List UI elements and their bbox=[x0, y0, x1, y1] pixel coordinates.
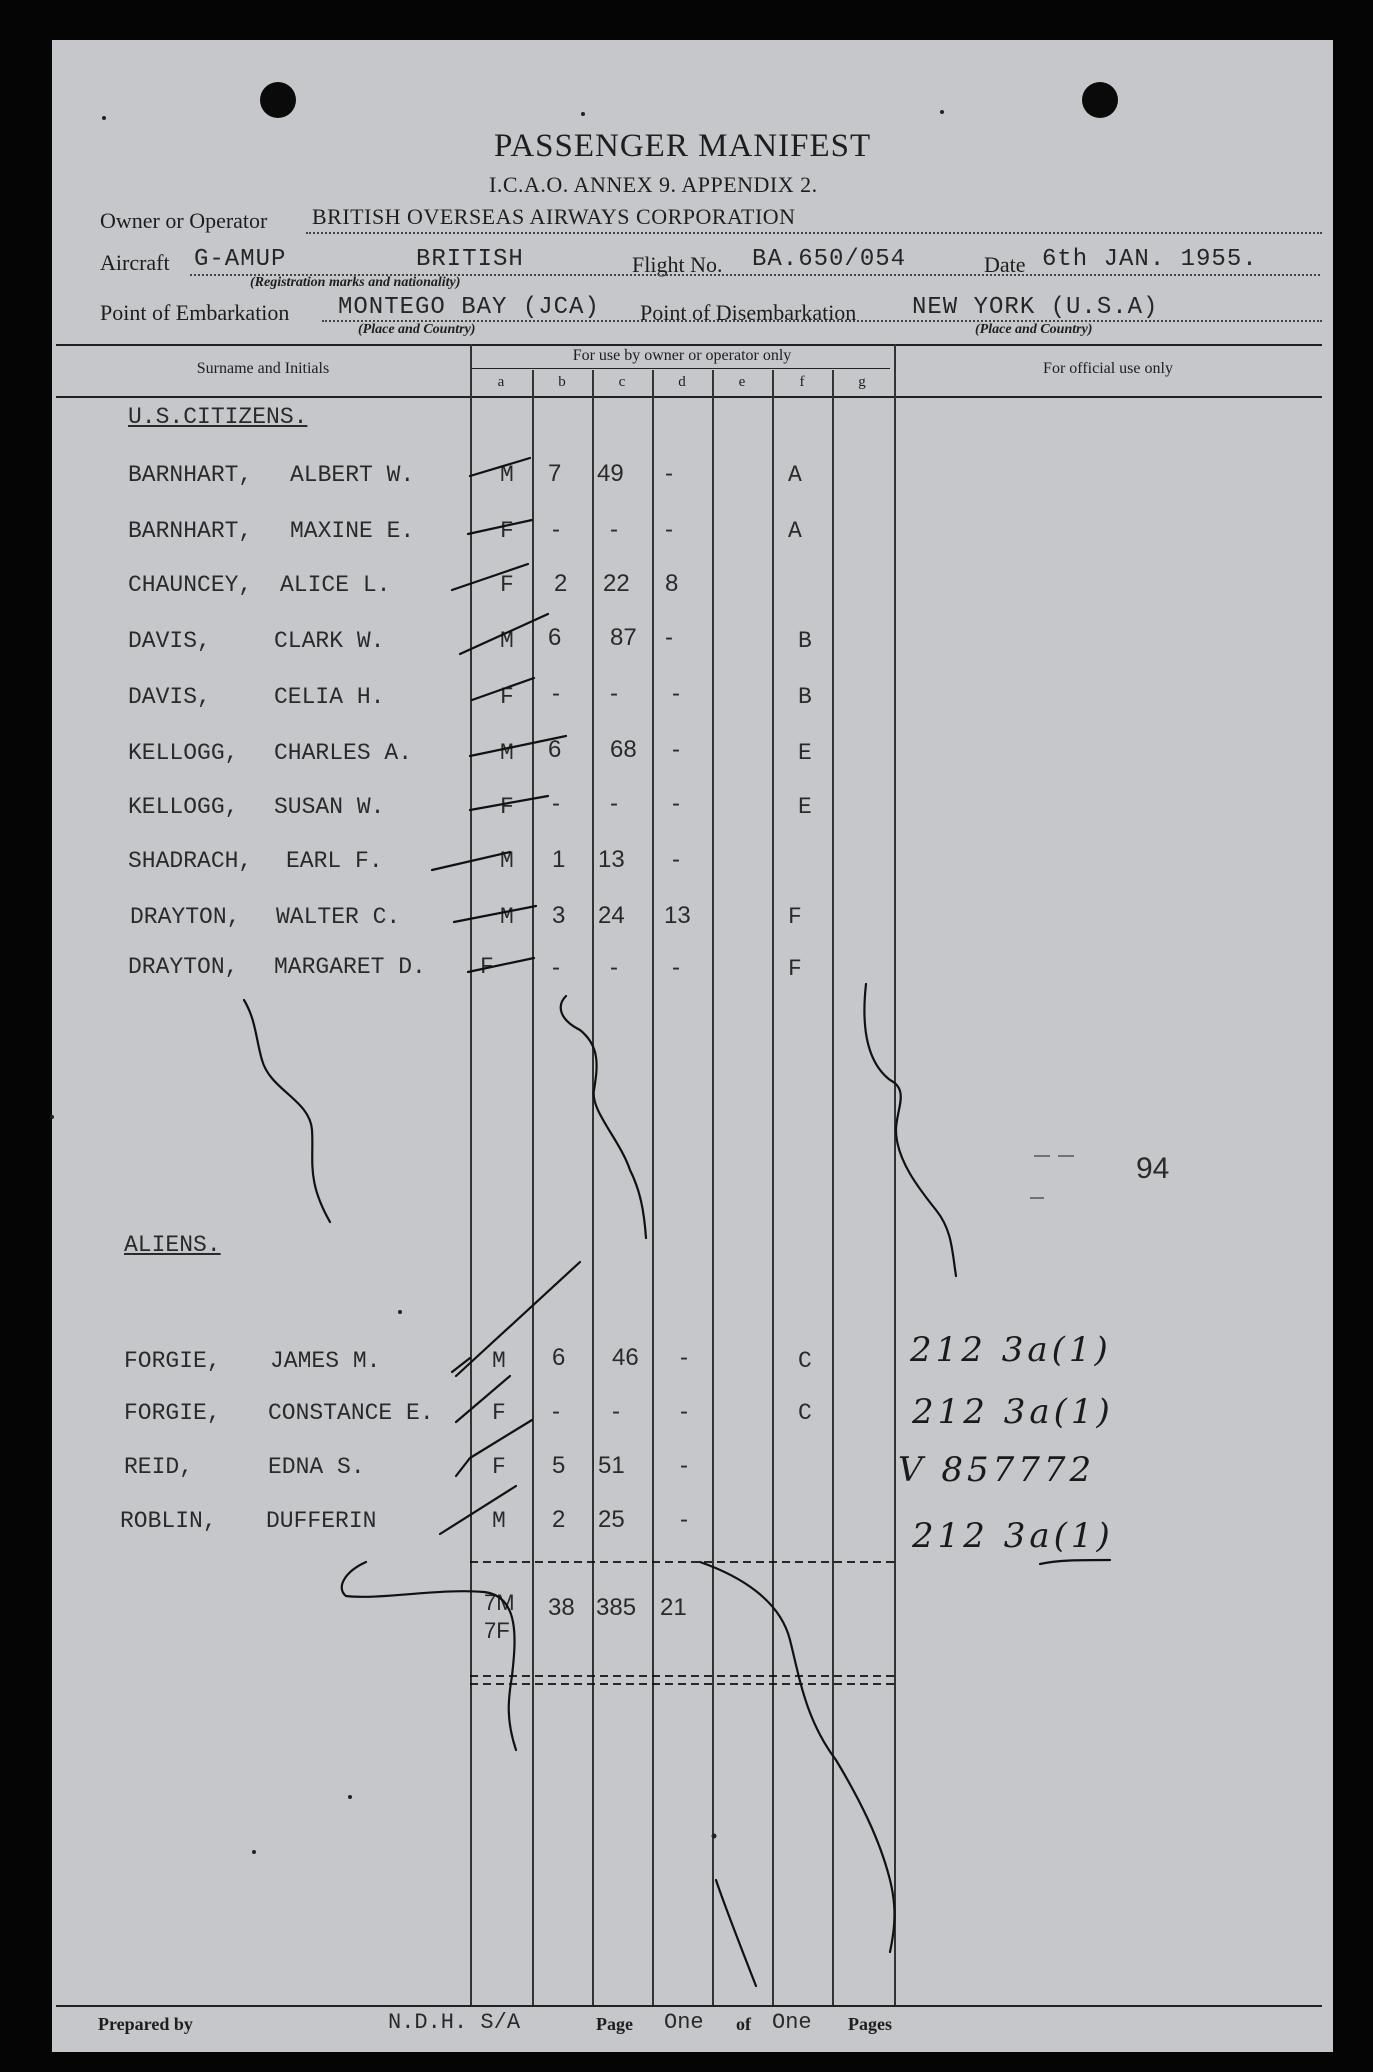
passenger-col-b: 7 bbox=[548, 460, 562, 487]
page-value: One bbox=[664, 2010, 704, 2035]
passenger-col-b: - bbox=[552, 516, 560, 543]
tick-mark bbox=[468, 520, 532, 534]
passenger-given-name: CONSTANCE E. bbox=[268, 1400, 434, 1426]
passenger-col-d: - bbox=[680, 1398, 688, 1425]
passenger-given-name: SUSAN W. bbox=[274, 794, 385, 820]
total-male: 7M bbox=[484, 1590, 515, 1615]
prepared-by-label: Prepared by bbox=[98, 2014, 193, 2034]
date-label: Date bbox=[984, 252, 1026, 277]
ink-dot bbox=[940, 110, 944, 114]
page-subtitle: I.C.A.O. ANNEX 9. APPENDIX 2. bbox=[489, 172, 818, 197]
passenger-given-name: WALTER C. bbox=[276, 904, 401, 930]
embarkation-label: Point of Embarkation bbox=[100, 300, 290, 325]
passenger-surname: KELLOGG, bbox=[128, 794, 239, 820]
passenger-sex: M bbox=[500, 904, 514, 930]
flight-number: BA.650/054 bbox=[752, 246, 907, 273]
passenger-col-b: - bbox=[552, 1398, 560, 1425]
passenger-col-c: 49 bbox=[597, 460, 624, 487]
owner-value: BRITISH OVERSEAS AIRWAYS CORPORATION bbox=[312, 204, 796, 229]
passenger-col-b: 1 bbox=[552, 846, 566, 873]
flight-label: Flight No. bbox=[632, 252, 723, 277]
pen-squiggle bbox=[700, 1562, 895, 1952]
passenger-col-b: 5 bbox=[552, 1452, 566, 1479]
passenger-col-c: 25 bbox=[598, 1506, 625, 1533]
passenger-surname: ROBLIN, bbox=[120, 1508, 217, 1534]
passenger-col-d: - bbox=[680, 1506, 688, 1533]
passenger-col-b: - bbox=[552, 790, 560, 817]
passenger-given-name: EDNA S. bbox=[268, 1454, 365, 1480]
passenger-col-d: 13 bbox=[664, 902, 691, 929]
official-handwritten-note: 212 3a(1) bbox=[910, 1330, 1112, 1370]
passenger-col-f: A bbox=[788, 518, 802, 544]
passenger-col-d: - bbox=[665, 624, 673, 651]
passenger-col-f: E bbox=[798, 740, 812, 766]
passenger-col-d: - bbox=[665, 516, 673, 543]
passenger-col-d: - bbox=[672, 954, 680, 981]
col-header-b: b bbox=[558, 374, 566, 390]
total-col-b: 38 bbox=[548, 1594, 575, 1621]
tick-mark bbox=[468, 958, 534, 972]
passenger-given-name: DUFFERIN bbox=[266, 1508, 377, 1534]
passenger-col-b: 6 bbox=[548, 624, 562, 651]
passenger-given-name: CELIA H. bbox=[274, 684, 385, 710]
ink-dot bbox=[712, 1834, 717, 1839]
passenger-surname: FORGIE, bbox=[124, 1400, 221, 1426]
passenger-surname: BARNHART, bbox=[128, 462, 253, 488]
us-citizens-heading: U.S.CITIZENS. bbox=[128, 404, 308, 430]
disembarkation-label: Point of Disembarkation bbox=[640, 300, 857, 325]
col-header-d: d bbox=[678, 374, 686, 390]
official-handwritten-note: 212 3a(1) bbox=[912, 1516, 1114, 1556]
passenger-col-b: - bbox=[552, 680, 560, 707]
passenger-given-name: CHARLES A. bbox=[274, 740, 413, 766]
passenger-col-f: B bbox=[798, 628, 812, 654]
passenger-col-c: - bbox=[610, 790, 618, 817]
passenger-col-f: E bbox=[798, 794, 812, 820]
passenger-surname: DAVIS, bbox=[128, 684, 211, 710]
aliens-heading: ALIENS. bbox=[124, 1232, 221, 1258]
passenger-col-d: - bbox=[672, 846, 680, 873]
passenger-sex: M bbox=[492, 1348, 506, 1374]
passenger-surname: DAVIS, bbox=[128, 628, 211, 654]
passenger-sex: M bbox=[500, 848, 514, 874]
passenger-sex: F bbox=[492, 1400, 506, 1426]
page-title: PASSENGER MANIFEST bbox=[494, 128, 872, 164]
tick-mark bbox=[470, 796, 548, 810]
passenger-surname: CHAUNCEY, bbox=[128, 572, 253, 598]
ink-dot bbox=[252, 1850, 256, 1854]
pen-squiggle bbox=[1040, 1560, 1110, 1564]
pen-squiggle bbox=[864, 984, 956, 1276]
pen-squiggle bbox=[561, 996, 646, 1238]
passenger-col-d: - bbox=[680, 1452, 688, 1479]
passenger-col-c: - bbox=[610, 516, 618, 543]
ink-dot bbox=[581, 112, 585, 116]
tick-mark bbox=[470, 736, 566, 756]
passenger-given-name: ALICE L. bbox=[280, 572, 391, 598]
passenger-col-c: - bbox=[612, 1398, 620, 1425]
passenger-col-f: A bbox=[788, 462, 802, 488]
total-female: 7F bbox=[484, 1618, 510, 1643]
passenger-surname: BARNHART, bbox=[128, 518, 253, 544]
passenger-col-c: 51 bbox=[598, 1452, 625, 1479]
passenger-sex: M bbox=[492, 1508, 506, 1534]
passenger-given-name: MARGARET D. bbox=[274, 954, 426, 980]
passenger-col-b: 6 bbox=[548, 736, 562, 763]
passenger-col-d: - bbox=[680, 1344, 688, 1371]
pen-squiggle bbox=[342, 1562, 516, 1750]
col-header-f: f bbox=[799, 374, 805, 390]
tick-mark bbox=[454, 906, 536, 922]
passenger-col-c: 68 bbox=[610, 736, 637, 763]
passenger-sex: F bbox=[492, 1454, 506, 1480]
passenger-sex: M bbox=[500, 740, 514, 766]
passenger-sex: F bbox=[500, 684, 514, 710]
tick-mark bbox=[452, 564, 528, 590]
passenger-surname: KELLOGG, bbox=[128, 740, 239, 766]
total-col-c: 385 bbox=[596, 1594, 637, 1621]
ink-dot bbox=[348, 1795, 352, 1799]
owner-label: Owner or Operator bbox=[100, 208, 268, 233]
disembarkation-value: NEW YORK (U.S.A) bbox=[912, 294, 1159, 321]
aircraft-note: (Registration marks and nationality) bbox=[250, 275, 461, 290]
tick-mark bbox=[456, 1420, 532, 1476]
tick-mark bbox=[432, 852, 510, 870]
passenger-col-d: - bbox=[672, 680, 680, 707]
pen-squiggle bbox=[244, 1000, 330, 1222]
pages-label: Pages bbox=[848, 2014, 892, 2034]
passenger-sex: F bbox=[480, 954, 494, 980]
passenger-col-c: 13 bbox=[598, 846, 625, 873]
tick-mark bbox=[472, 678, 534, 700]
of-value: One bbox=[772, 2010, 812, 2035]
passenger-col-d: 8 bbox=[665, 570, 679, 597]
passenger-sex: M bbox=[500, 462, 514, 488]
tick-mark bbox=[456, 1262, 580, 1376]
passenger-surname: REID, bbox=[124, 1454, 194, 1480]
ink-dot bbox=[102, 116, 106, 120]
ink-dot bbox=[50, 1115, 54, 1119]
passenger-col-c: 87 bbox=[610, 624, 637, 651]
passenger-surname: DRAYTON, bbox=[130, 904, 241, 930]
col-header-a: a bbox=[497, 374, 505, 390]
col-header-c: c bbox=[618, 374, 626, 390]
prepared-by-value: N.D.H. S/A bbox=[388, 2010, 521, 2035]
passenger-col-b: - bbox=[552, 954, 560, 981]
passenger-given-name: MAXINE E. bbox=[290, 518, 415, 544]
passenger-sex: F bbox=[500, 572, 514, 598]
passenger-col-b: 2 bbox=[552, 1506, 566, 1533]
passenger-surname: FORGIE, bbox=[124, 1348, 221, 1374]
flight-date: 6th JAN. 1955. bbox=[1042, 246, 1258, 273]
passenger-col-c: 24 bbox=[598, 902, 625, 929]
passenger-sex: F bbox=[500, 518, 514, 544]
tick-mark bbox=[460, 614, 548, 654]
passenger-col-d: - bbox=[672, 736, 680, 763]
pen-squiggle bbox=[716, 1880, 756, 1986]
passenger-col-d: - bbox=[665, 460, 673, 487]
official-handwritten-note: V 857772 bbox=[898, 1450, 1096, 1490]
passenger-col-d: - bbox=[672, 790, 680, 817]
col-header-g: g bbox=[858, 374, 866, 390]
tick-mark bbox=[456, 1376, 510, 1422]
passenger-col-b: 6 bbox=[552, 1344, 566, 1371]
passenger-col-c: - bbox=[610, 680, 618, 707]
margin-number: 94 bbox=[1136, 1152, 1170, 1185]
passenger-col-f: F bbox=[788, 904, 802, 930]
total-col-d: 21 bbox=[660, 1594, 687, 1621]
passenger-surname: DRAYTON, bbox=[128, 954, 239, 980]
official-handwritten-note: 212 3a(1) bbox=[912, 1392, 1114, 1432]
passenger-col-b: 2 bbox=[554, 570, 568, 597]
surname-header: Surname and Initials bbox=[196, 360, 330, 377]
embarkation-note: (Place and Country) bbox=[358, 322, 476, 337]
passenger-sex: M bbox=[500, 628, 514, 654]
of-label: of bbox=[736, 2014, 751, 2034]
passenger-sex: F bbox=[500, 794, 514, 820]
page-label: Page bbox=[596, 2014, 633, 2034]
official-use-header: For official use only bbox=[1043, 360, 1173, 377]
passenger-col-f: B bbox=[798, 684, 812, 710]
passenger-col-b: 3 bbox=[552, 902, 566, 929]
passenger-col-c: 46 bbox=[612, 1344, 639, 1371]
aircraft-nationality: BRITISH bbox=[416, 246, 524, 273]
passenger-col-f: C bbox=[798, 1348, 812, 1374]
passenger-col-c: 22 bbox=[603, 570, 630, 597]
aircraft-label: Aircraft bbox=[100, 250, 170, 275]
disembarkation-note: (Place and Country) bbox=[975, 322, 1093, 337]
passenger-given-name: ALBERT W. bbox=[290, 462, 415, 488]
passenger-given-name: EARL F. bbox=[286, 848, 383, 874]
passenger-col-f: F bbox=[788, 956, 802, 982]
owner-use-header: For use by owner or operator only bbox=[572, 347, 792, 364]
aircraft-registration: G-AMUP bbox=[194, 246, 287, 273]
passenger-given-name: JAMES M. bbox=[270, 1348, 381, 1374]
passenger-surname: SHADRACH, bbox=[128, 848, 253, 874]
passenger-col-c: - bbox=[610, 954, 618, 981]
tick-mark bbox=[470, 458, 530, 476]
passenger-given-name: CLARK W. bbox=[274, 628, 385, 654]
tick-mark bbox=[440, 1486, 516, 1534]
ink-dot bbox=[398, 1310, 402, 1314]
passenger-col-f: C bbox=[798, 1400, 812, 1426]
col-header-e: e bbox=[738, 374, 746, 390]
embarkation-value: MONTEGO BAY (JCA) bbox=[338, 294, 600, 321]
